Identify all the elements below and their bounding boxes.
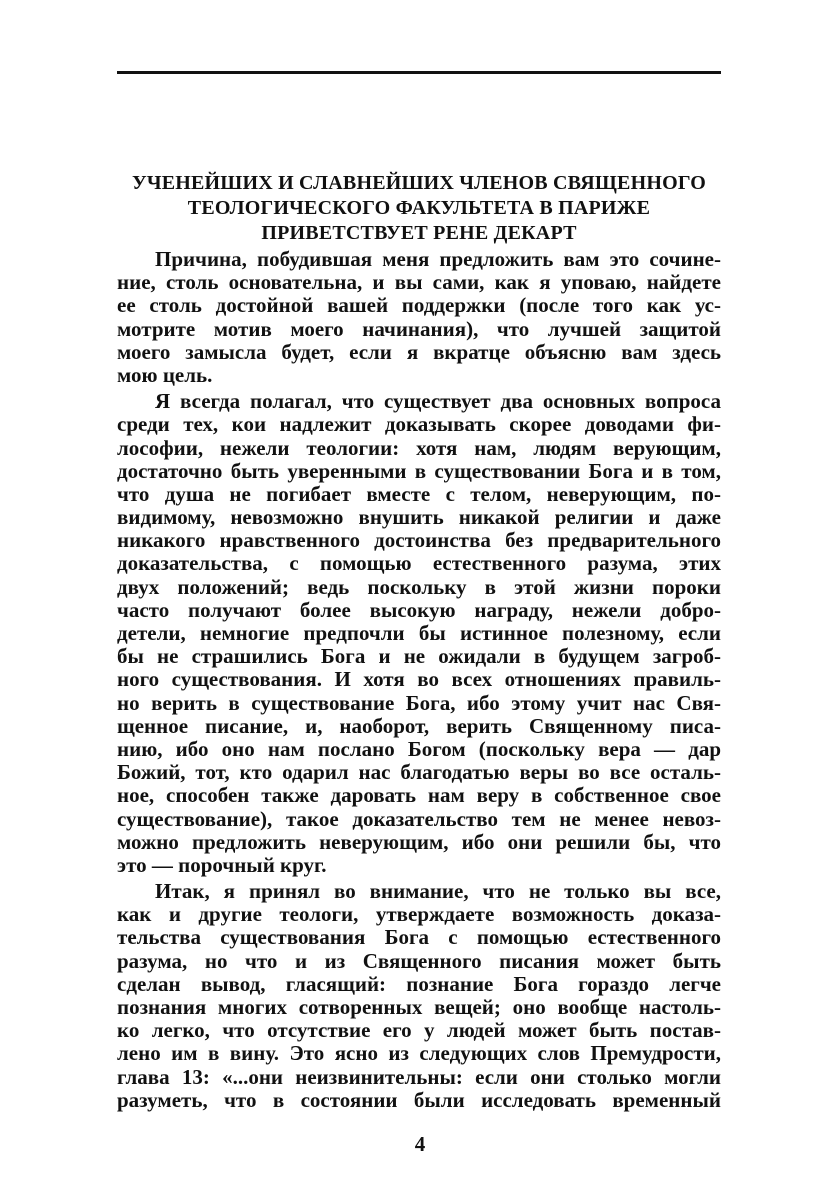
paragraph-1 (117, 248, 721, 387)
text-line: ее столь достойной вашей поддержки (после того как ус- (117, 293, 721, 318)
heading-line: ПРИВЕТСТВУЕТ РЕНЕ ДЕКАРТ (261, 222, 577, 244)
text-line: мотрите мотив моего начинания), что лучшей защитой (117, 316, 721, 341)
text-line: Божий, тот, кто одарил нас благодатью веры во все осталь- (117, 760, 721, 785)
heading-line: УЧЕНЕЙШИХ И СЛАВНЕЙШИХ ЧЛЕНОВ СВЯЩЕННОГО (131, 172, 707, 194)
text-line: ного существования. И хотя во всех отношениях правиль- (117, 667, 721, 692)
text-line: двух положений; ведь поскольку в этой жизни пороки (117, 574, 721, 599)
heading-line: ТЕОЛОГИЧЕСКОГО ФАКУЛЬТЕТА В ПАРИЖЕ (187, 197, 651, 219)
text-line: достаточно быть уверенными в существовании Бога и в том, (117, 458, 721, 483)
text-line: существование), такое доказательство тем не менее невоз- (117, 806, 721, 831)
text-line: часто получают более высокую награду, нежели добро- (117, 597, 721, 622)
text-line: сделан вывод, гласящий: познание Бога гораздо легче (117, 971, 721, 996)
text-line: глава 13: «...они неизвинительны: если они столько могли (117, 1064, 721, 1089)
text-line: среди тех, кои надлежит доказывать скорее доводами фи- (117, 412, 721, 437)
body-text (117, 248, 721, 1115)
text-line: бы не страшились Бога и не ожидали в будущем загроб- (117, 644, 721, 669)
top-rule (117, 71, 721, 74)
text-line: видимому, невозможно внушить никакой религии и даже (117, 505, 721, 530)
text-line: лено им в вину. Это ясно из следующих слов Премудрости, (117, 1041, 721, 1066)
text-line: познания многих сотворенных вещей; оно вообще настоль- (117, 995, 721, 1019)
text-line: разума, но что и из Священного писания может быть (117, 948, 721, 973)
text-line: лософии, нежели теологии: хотя нам, людям верующим, (117, 435, 721, 460)
text-line: тельства существования Бога с помощью естественного (117, 925, 721, 950)
text-line: можно предложить неверующим, ибо они решили бы, что (117, 829, 721, 854)
text-line: моего замысла будет, если я вкратце объясню вам здесь (117, 339, 721, 364)
text-line: что душа не погибает вместе с телом, неверующим, по- (117, 481, 721, 506)
paragraph-3 (117, 880, 721, 1112)
text-line: это — порочный круг. (117, 852, 327, 877)
text-line: ние, столь основательна, и вы сами, как я уповаю, найдете (117, 270, 721, 295)
text-line: щенное писание, и, наоборот, верить Священному писа- (117, 713, 721, 738)
text-line: как и другие теологи, утверждаете возможность доказа- (117, 902, 721, 927)
text-line: доказательства, с помощью естественного разума, этих (117, 551, 721, 576)
text-line: ное, способен также даровать нам веру в собственное свое (117, 783, 721, 808)
text-line: детели, немногие предпочли бы истинное полезному, если (117, 621, 721, 645)
dedication-heading (117, 171, 721, 246)
text-line: но верить в существование Бога, ибо этому учит нас Свя- (117, 690, 721, 715)
text-line: никакого нравственного достоинства без предварительного (117, 528, 721, 553)
paragraph-2 (117, 390, 721, 877)
text-line: ко легко, что отсутствие его у людей может быть постав- (117, 1018, 721, 1043)
text-line: Итак, я принял во внимание, что не только вы все, (155, 879, 721, 904)
text-line: нию, ибо оно нам послано Богом (поскольку вера — дар (117, 736, 721, 761)
text-line: Я всегда полагал, что существует два основных вопроса (155, 389, 721, 414)
page-number: 4 (414, 1132, 426, 1156)
text-line: Причина, побудившая меня предложить вам это сочине- (155, 247, 721, 271)
text-line: разуметь, что в состоянии были исследовать временный (117, 1087, 721, 1112)
text-line: мою цель. (117, 362, 213, 387)
